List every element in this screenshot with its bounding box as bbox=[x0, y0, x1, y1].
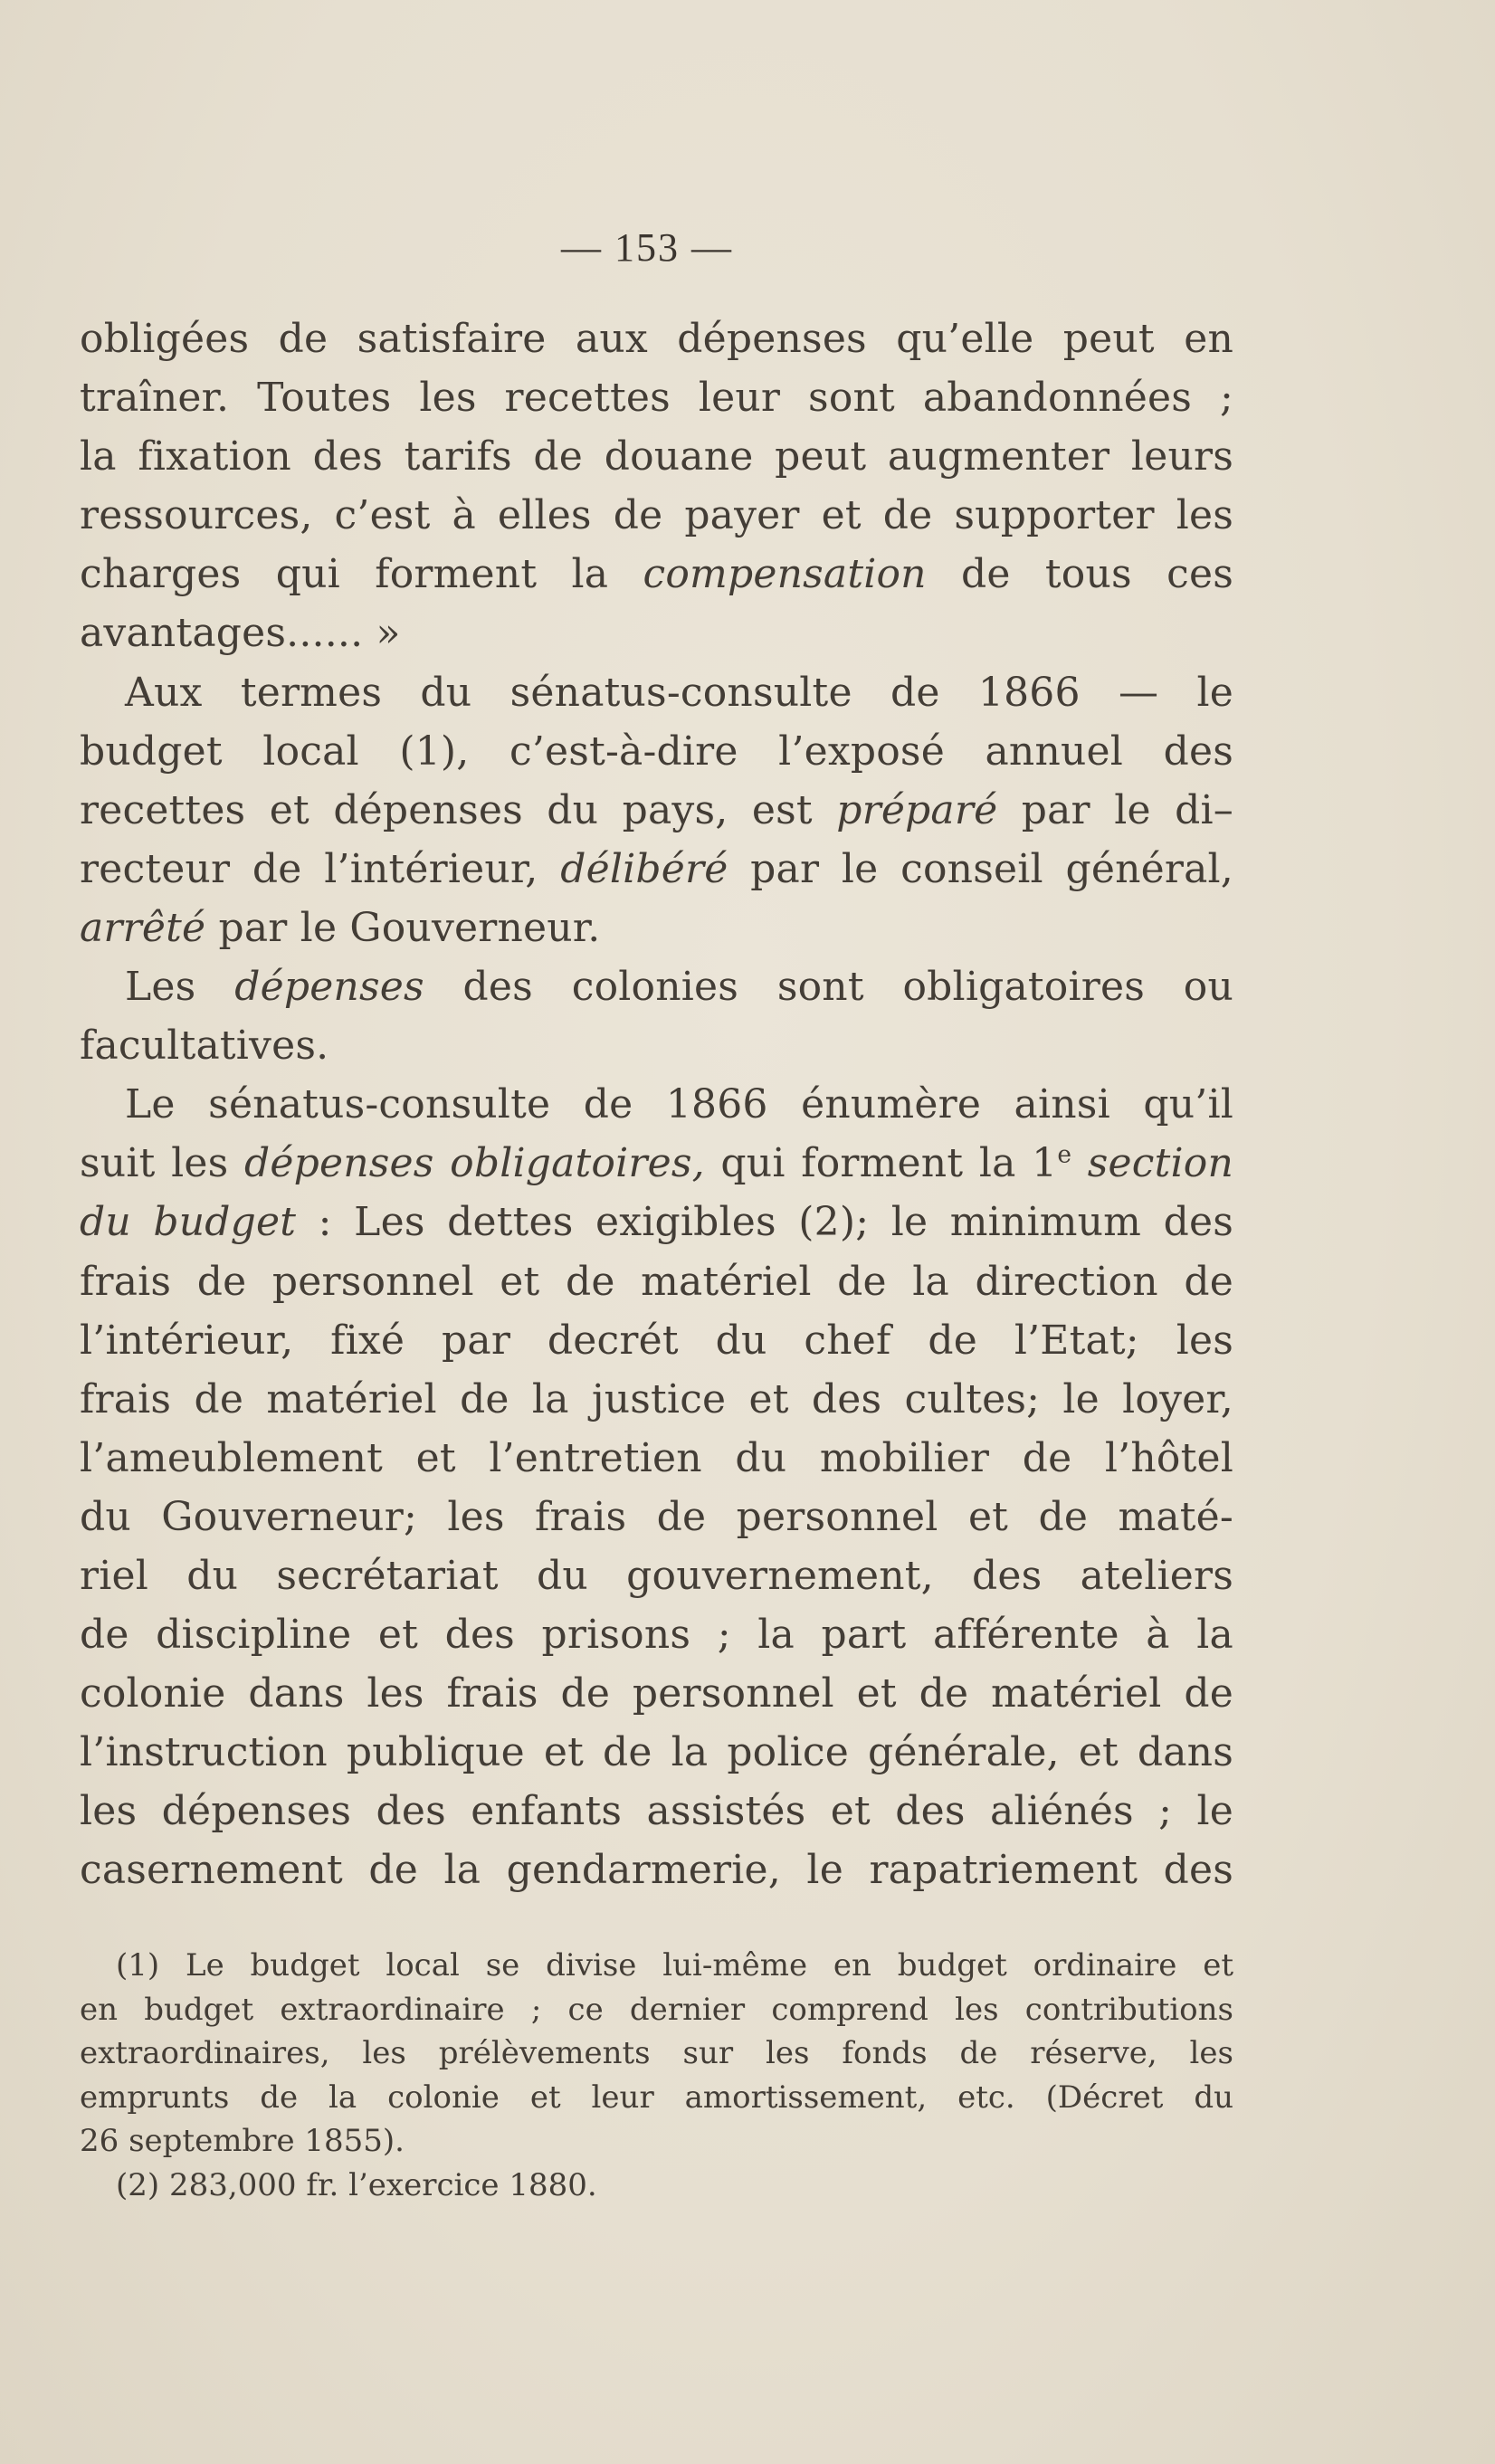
italic-term: dépenses obligatoires, bbox=[243, 1140, 705, 1187]
text-line: frais de matériel de la justice et des cultes; le loyer, bbox=[80, 1375, 1233, 1422]
text-line: du budget : Les dettes exigibles (2); le minimum des bbox=[80, 1199, 1233, 1246]
text-line: riel du secrétariat du gouvernement, des ateliers bbox=[80, 1552, 1233, 1599]
footnote-line: emprunts de la colonie et leur amortissement, etc. (Décret du bbox=[80, 2079, 1233, 2116]
footnote-line: en budget extraordinaire ; ce dernier comprend les contributions bbox=[80, 1991, 1233, 2028]
footnote-line: (1) Le budget local se divise lui-même en budget ordinaire et bbox=[116, 1947, 1233, 1984]
text-line: avantages...... » bbox=[80, 610, 401, 657]
italic-term: arrêté bbox=[80, 904, 206, 951]
text-line: les dépenses des enfants assistés et des aliénés ; le bbox=[80, 1788, 1233, 1835]
text-line: obligées de satisfaire aux dépenses qu’elle peut en bbox=[80, 316, 1233, 362]
text-line: l’ameublement et l’entretien du mobilier de l’hôtel bbox=[80, 1434, 1233, 1481]
text-line: casernement de la gendarmerie, le rapatriement des bbox=[80, 1847, 1233, 1894]
text-line: facultatives. bbox=[80, 1023, 329, 1070]
text-line: recteur de l’intérieur, délibéré par le conseil général, bbox=[80, 845, 1233, 892]
text-line: l’instruction publique et de la police générale, et dans bbox=[80, 1729, 1233, 1776]
italic-term: préparé bbox=[836, 786, 998, 833]
footnote-line: extraordinaires, les prélèvements sur les fonds de réserve, les bbox=[80, 2035, 1233, 2071]
text-line: Aux termes du sénatus-consulte de 1866 — le bbox=[125, 669, 1233, 716]
text-line: la fixation des tarifs de douane peut augmenter leurs bbox=[80, 433, 1233, 480]
footnote-line: 26 septembre 1855). bbox=[80, 2123, 405, 2159]
text-line: Le sénatus-consulte de 1866 énumère ainsi qu’il bbox=[125, 1081, 1233, 1128]
text-line: recettes et dépenses du pays, est préparé par le di– bbox=[80, 786, 1233, 833]
footnotes bbox=[80, 1944, 1233, 2207]
text-line: charges qui forment la compensation de tous ces bbox=[80, 551, 1233, 598]
italic-term: section bbox=[1071, 1140, 1234, 1187]
text-line: frais de personnel et de matériel de la direction de bbox=[80, 1258, 1233, 1305]
main-text bbox=[80, 309, 1233, 1900]
text-line: arrêté par le Gouverneur. bbox=[80, 904, 601, 951]
page-number: — 153 — bbox=[561, 225, 733, 270]
text-line: Les dépenses des colonies sont obligatoires ou bbox=[125, 964, 1233, 1011]
italic-term: dépenses bbox=[234, 964, 424, 1011]
superscript: e bbox=[1057, 1140, 1072, 1169]
footnote-line: (2) 283,000 fr. l’exercice 1880. bbox=[116, 2166, 597, 2203]
text-line: du Gouverneur; les frais de personnel et de maté- bbox=[80, 1493, 1233, 1540]
text-line: ressources, c’est à elles de payer et de supporter les bbox=[80, 492, 1233, 539]
italic-term: du budget bbox=[80, 1199, 297, 1246]
text-line: l’intérieur, fixé par decrét du chef de l’Etat; les bbox=[80, 1317, 1233, 1364]
text-line: colonie dans les frais de personnel et de matériel de bbox=[80, 1670, 1233, 1717]
text-line: suit les dépenses obligatoires, qui forment la 1e section bbox=[80, 1140, 1234, 1187]
text-line: traîner. Toutes les recettes leur sont abandonnées ; bbox=[80, 375, 1233, 422]
italic-term: compensation bbox=[643, 551, 927, 598]
italic-term: délibéré bbox=[560, 845, 728, 892]
text-line: budget local (1), c’est-à-dire l’exposé annuel des bbox=[80, 728, 1233, 775]
text-line: de discipline et des prisons ; la part afférente à la bbox=[80, 1612, 1233, 1659]
